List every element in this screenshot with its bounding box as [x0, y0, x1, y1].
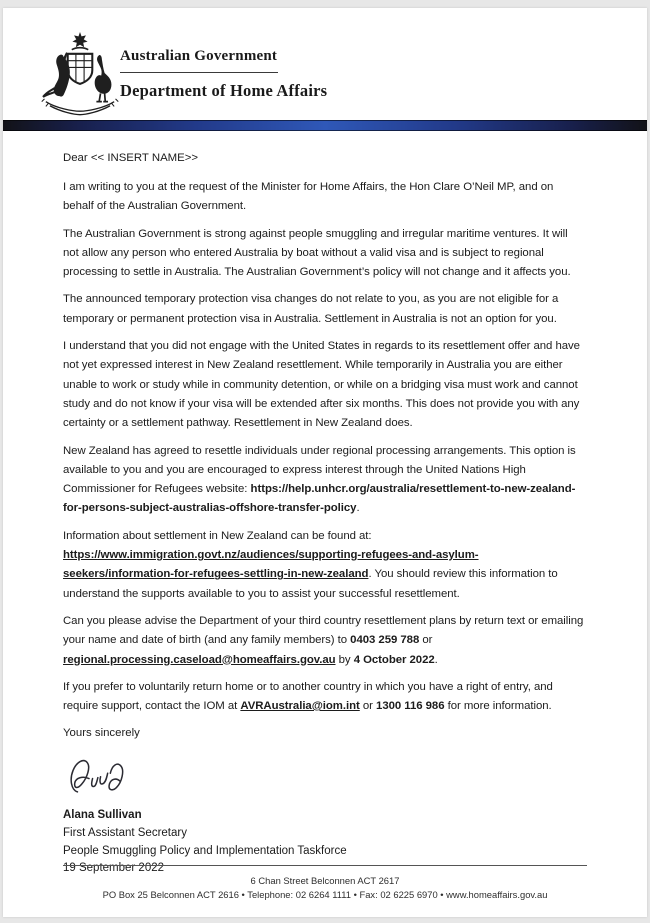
paragraph-voluntary-return: If you prefer to voluntarily return home or to another country in which you have a right of entry, and require support, contact the IOM at AVRAustralia@iom.int or 1300 116 986 for more information. [63, 680, 553, 713]
scanned-letter-page [3, 8, 647, 917]
paragraph-new-zealand-option: New Zealand has agreed to resettle individuals under regional processing arrangements. This option is available to you and you are encouraged to express interest through the United Nations High Commissioner for Refugees website: https://help.unhcr.org/australia/resettlement-to-new-zealand-for-persons-subject-australias-offshore-transfer-policy. [63, 444, 576, 515]
footer-contact: PO Box 25 Belconnen ACT 2616 • Telephone: 02 6264 1111 • Fax: 02 6225 6970 • www.homeaffairs.gov.au [102, 888, 548, 900]
government-label: Australian Government [120, 48, 278, 64]
paragraph-visa-changes: The announced temporary protection visa changes do not relate to you, as you are not eligible for a temporary or permanent protection visa in Australia. Settlement in Australia is not an option for you. [63, 293, 559, 325]
handwritten-signature-image [65, 753, 145, 805]
signatory-taskforce: People Smuggling Policy and Implementation Taskforce [63, 844, 347, 857]
salutation: Dear << INSERT NAME>> [63, 152, 199, 164]
department-label: Department of Home Affairs [120, 81, 328, 100]
letter-body [3, 131, 647, 878]
letterhead-divider [120, 72, 278, 73]
paragraph-settlement-information: Information about settlement in New Zealand can be found at: https://www.immigration.govt.nz/audiences/supporting-refugees-and-asylum-seekers/information-for-refugees-settling-in-new-zealand. You should review this information to understand the supports available to you to assist your successful resettlement. [63, 529, 558, 600]
signatory-title: First Assistant Secretary [63, 827, 187, 840]
signatory-name: Alana Sullivan [63, 809, 142, 822]
paragraph-resettlement-status: I understand that you did not engage with the United States in regards to its resettlement offer and have not yet expressed interest in New Zealand resettlement. While temporarily in Australia you are either unable to work or study while in community detention, or while on a bridging visa must work and cannot study and do not know if your visa will be extended after six months. This does not provide you with any certainty or a settlement pathway. Resettlement in New Zealand does. [63, 340, 580, 430]
paragraph-intro: I am writing to you at the request of the Minister for Home Affairs, the Hon Clare O’Neil MP, and on behalf of the Australian Government. [63, 181, 554, 213]
letterhead-text [120, 48, 327, 101]
letter-date: 19 September 2022 [63, 862, 165, 875]
australian-coat-of-arms-icon [39, 28, 121, 122]
footer-address: 6 Chan Street Belconnen ACT 2617 [250, 875, 400, 886]
paragraph-advise-department: Can you please advise the Department of your third country resettlement plans by return text or emailing your name and date of birth (and any family members) to 0403 259 788 or regional.processing.caseload@homeaffairs.gov.au by 4 October 2022. [63, 614, 584, 666]
paragraph-policy: The Australian Government is strong against people smuggling and irregular maritime ventures. It will not allow any person who entered Australia by boat without a valid visa and is subject to regional processing to settle in Australia. The Australian Government’s policy will not change and it affects you. [63, 227, 571, 279]
letterhead [3, 8, 647, 120]
closing: Yours sincerely [63, 727, 140, 740]
letter-footer [63, 865, 587, 901]
